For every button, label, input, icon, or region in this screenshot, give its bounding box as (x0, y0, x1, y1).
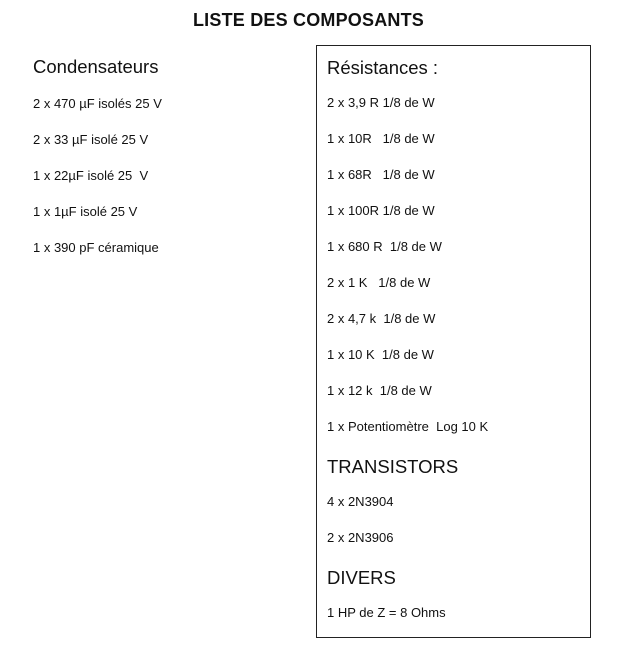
resistance-item: 1 x 100R 1/8 de W (327, 203, 435, 218)
resistances-heading: Résistances : (327, 57, 439, 78)
resistance-item: 1 x 68R 1/8 de W (327, 167, 435, 182)
resistance-item: 1 x 680 R 1/8 de W (327, 239, 442, 254)
divers-heading: DIVERS (327, 567, 396, 588)
condensateurs-heading: Condensateurs (33, 56, 159, 77)
condensateur-item: 1 x 1µF isolé 25 V (33, 204, 138, 219)
condensateur-item: 2 x 470 µF isolés 25 V (33, 96, 162, 111)
transistor-item: 4 x 2N3904 (327, 494, 394, 509)
components-box (316, 45, 591, 638)
resistance-item: 2 x 1 K 1/8 de W (327, 275, 431, 290)
condensateur-item: 2 x 33 µF isolé 25 V (33, 132, 149, 147)
condensateur-item: 1 x 22µF isolé 25 V (33, 168, 149, 183)
condensateur-item: 1 x 390 pF céramique (33, 240, 159, 255)
resistance-item: 2 x 3,9 R 1/8 de W (327, 95, 435, 110)
divers-item: 1 HP de Z = 8 Ohms (327, 605, 446, 620)
transistor-item: 2 x 2N3906 (327, 530, 394, 545)
resistance-item: 1 x 10R 1/8 de W (327, 131, 435, 146)
resistance-item: 1 x 12 k 1/8 de W (327, 383, 432, 398)
transistors-heading: TRANSISTORS (327, 456, 459, 477)
resistance-item: 1 x Potentiomètre Log 10 K (327, 419, 489, 434)
resistance-item: 1 x 10 K 1/8 de W (327, 347, 434, 362)
resistance-item: 2 x 4,7 k 1/8 de W (327, 311, 436, 326)
page-title: LISTE DES COMPOSANTS (192, 10, 425, 30)
condensateurs-section (33, 55, 293, 276)
